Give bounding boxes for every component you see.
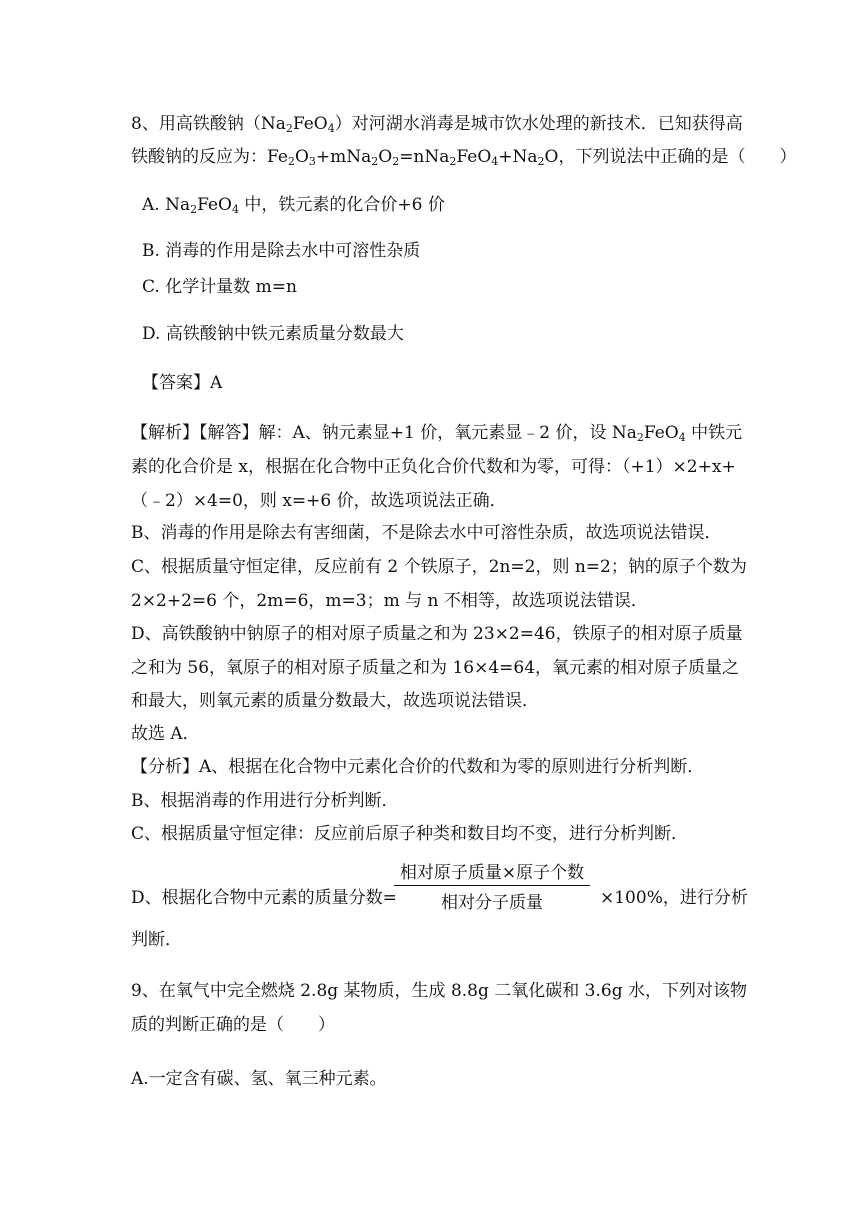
q8-fenxi-line1: 【分析】A、根据在化合物中元素化合价的代数和为零的原则进行分析判断． xyxy=(131,757,705,777)
q8-option-b: B. 消毒的作用是除去水中可溶性杂质 xyxy=(142,241,421,261)
fraction-numerator: 相对原子质量×原子个数 xyxy=(399,863,585,883)
q8-fenxi-line4-prefix: D、根据化合物中元素的质量分数= xyxy=(131,888,397,908)
q8-analysis-line5: C、根据质量守恒定律，反应前有 2 个铁原子，2n=2，则 n=2；钠的原子个数为 xyxy=(131,557,747,577)
q9-option-a: A.一定含有碳、氢、氧三种元素。 xyxy=(131,1069,387,1089)
q8-analysis-line3: （﹣2）×4=0，则 x=+6 价，故选项说法正确． xyxy=(131,491,507,511)
q8-fenxi-line4-suffix: ×100%，进行分析 xyxy=(600,888,748,908)
q8-stem-line2: 铁酸钠的反应为：$Fe_2O_3+mNa_2O_2=nNa_2FeO_4+Na_2O$，下列说法中正确的是（ ） xyxy=(131,147,797,168)
q8-analysis-line9: 和最大，则氧元素的质量分数最大，故选项说法错误． xyxy=(131,691,539,711)
q8-stem-line1: 8、用高铁酸钠$(Na_2FeO_4)$对河湖水消毒是城市饮水处理的新技术．已知获得高 xyxy=(131,114,743,135)
q8-analysis-line1: 【解析】【解答】解：A、钠元素显+1 价，氧元素显﹣2 价，设 $Na_2FeO_4$ 中铁元 xyxy=(131,423,743,444)
q8-fenxi-line5: 判断． xyxy=(131,930,182,950)
q9-stem-line2: 质的判断正确的是（ ） xyxy=(131,1015,335,1035)
q8-fenxi-line3: C、根据质量守恒定律：反应前后原子种类和数目均不变，进行分析判断． xyxy=(131,824,689,844)
q8-fenxi-line2: B、根据消毒的作用进行分析判断． xyxy=(131,791,399,811)
q8-option-d: D. 高铁酸钠中铁元素质量分数最大 xyxy=(142,324,404,344)
mass-fraction-formula xyxy=(394,858,590,913)
fraction-bar xyxy=(394,885,590,886)
q8-option-c: C. 化学计量数 m=n xyxy=(142,277,297,297)
q8-analysis-line7: D、高铁酸钠中钠原子的相对原子质量之和为 23×2=46，铁原子的相对原子质量 xyxy=(131,624,743,644)
fraction-denominator: 相对分子质量 xyxy=(441,893,543,913)
q9-stem-line1: 9、在氧气中完全燃烧 2.8g 某物质，生成 8.8g 二氧化碳和 3.6g 水，下列对该物 xyxy=(131,981,747,1001)
q8-analysis-line10: 故选 A． xyxy=(131,724,200,744)
q8-answer: 【答案】A xyxy=(142,373,223,393)
q8-option-a: A. $Na_2FeO_4$ 中，铁元素的化合价+6 价 xyxy=(142,195,445,216)
q8-analysis-line8: 之和为 56，氧原子的相对原子质量之和为 16×4=64，氧元素的相对原子质量之 xyxy=(131,658,740,678)
q8-analysis-line2: 素的化合价是 x，根据在化合物中正负化合价代数和为零，可得：（+1）×2+x+ xyxy=(131,457,736,477)
q8-analysis-line4: B、消毒的作用是除去有害细菌，不是除去水中可溶性杂质，故选项说法错误． xyxy=(131,523,722,543)
q8-analysis-line6: 2×2+2=6 个，2m=6，m=3；m 与 n 不相等，故选项说法错误． xyxy=(131,591,648,611)
